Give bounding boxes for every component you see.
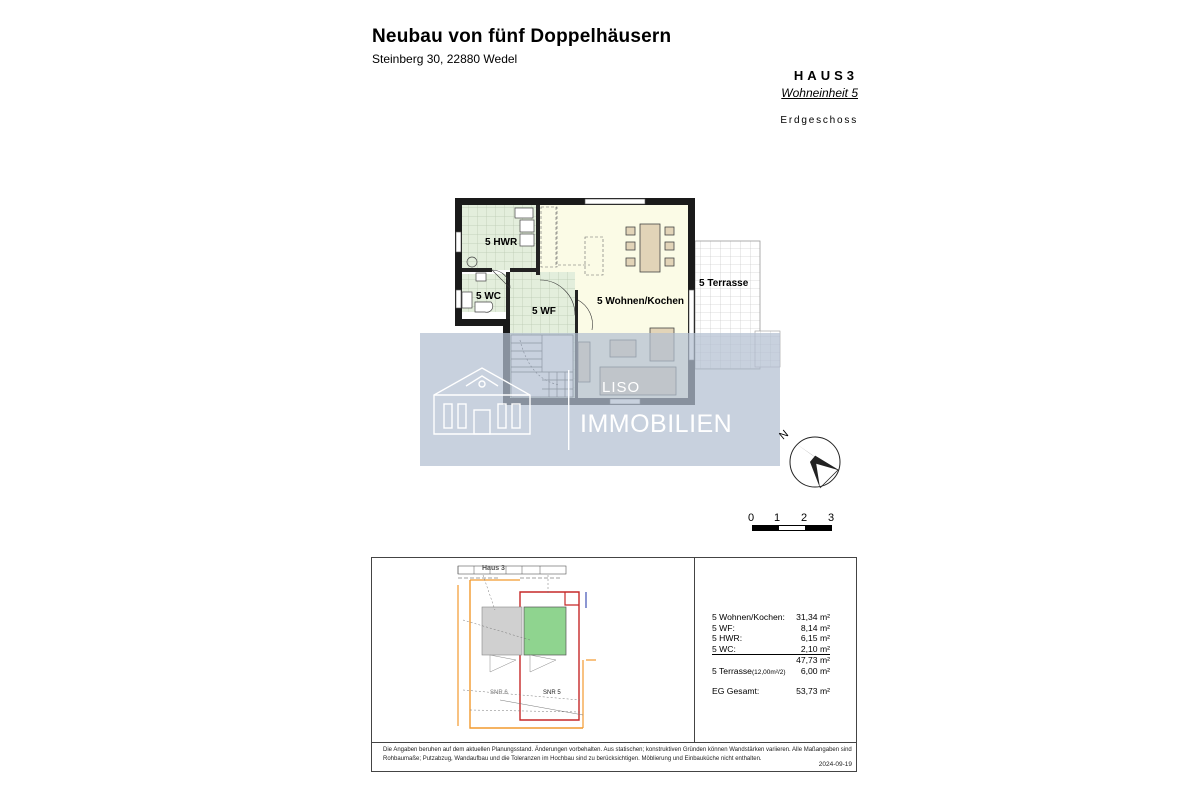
area-subtotal: 47,73 m²	[712, 654, 830, 666]
lot-label-right: SNR 5	[543, 690, 561, 696]
house-label: HAUS3	[793, 68, 858, 83]
scale-numbers	[748, 512, 838, 526]
area-total: EG Gesamt: 53,73 m²	[712, 685, 830, 696]
site-plan-house-label: Haus 3	[482, 565, 505, 572]
area-row-hwr: 5 HWR: 6,15 m²	[712, 633, 830, 644]
scale-tick-1: 1	[774, 512, 781, 524]
project-address: Steinberg 30, 22880 Wedel	[372, 52, 518, 66]
watermark-brand-main: IMMOBILIEN	[580, 410, 733, 438]
frame-divider-horizontal	[371, 742, 857, 743]
plan-date: 2024-09-19	[818, 761, 852, 768]
floor-label: Erdgeschoss	[780, 115, 858, 126]
scale-bar	[752, 525, 832, 531]
project-title: Neubau von fünf Doppelhäusern	[372, 26, 672, 47]
room-label-wohnen: 5 Wohnen/Kochen	[597, 296, 685, 307]
unit-label: Wohneinheit 5	[781, 86, 858, 100]
scale-tick-2: 2	[801, 512, 808, 524]
frame-divider-vertical	[694, 557, 695, 742]
watermark	[420, 333, 780, 466]
room-label-wf: 5 WF	[532, 306, 556, 317]
scale-tick-0: 0	[748, 512, 755, 524]
room-label-hwr: 5 HWR	[485, 237, 518, 248]
scale-tick-3: 3	[828, 512, 835, 524]
area-row-terrasse: 5 Terrasse(12,00m²/2) 6,00 m²	[712, 665, 830, 676]
room-label-terrasse: 5 Terrasse	[699, 278, 749, 289]
disclaimer-text: Die Angaben beruhen auf dem aktuellen Planungsstand. Änderungen vorbehalten. Aus statischen; konstruktiven Gründen können Wandstärken variieren. Alle Maßangaben sind Rohbaumaße; Putzabzug, Wandaufbau und die Toleranzen im Hochbau sind zu berücksichtigen. Möblierung und Einbauküche nicht enthalten.	[383, 747, 852, 762]
room-label-wc: 5 WC	[476, 291, 501, 302]
area-row-wf: 5 WF: 8,14 m²	[712, 622, 830, 633]
watermark-brand-top: LISO	[602, 379, 641, 396]
north-arrow-icon	[777, 428, 840, 488]
area-table	[712, 612, 830, 696]
area-row-wohnen: 5 Wohnen/Kochen: 31,34 m²	[712, 612, 830, 622]
north-label: N	[777, 427, 792, 443]
lot-label-left: SNR 6	[490, 690, 508, 696]
area-row-wc: 5 WC: 2,10 m²	[712, 643, 830, 654]
dining-set	[626, 224, 674, 272]
